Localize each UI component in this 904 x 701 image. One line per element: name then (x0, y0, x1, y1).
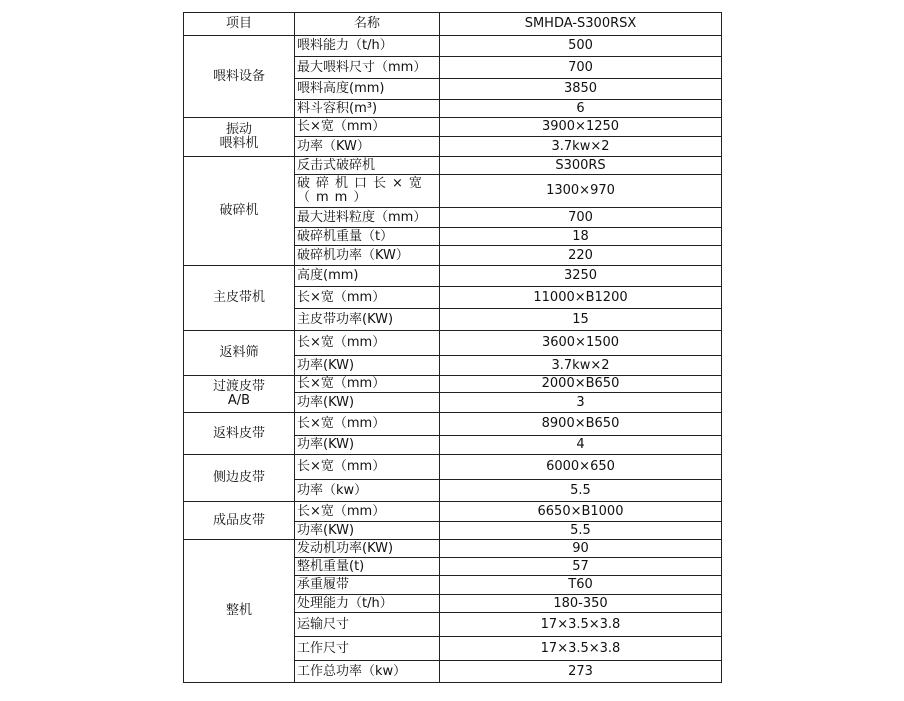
table-row (184, 455, 722, 480)
spec-value-cell: 1300×970 (440, 175, 722, 208)
table-row (184, 266, 722, 287)
spec-name-cell: 长×宽（mm） (295, 287, 440, 309)
spec-name-cell: 主皮带功率(KW) (295, 309, 440, 331)
spec-value-cell: 4 (440, 436, 722, 455)
spec-value-cell: 18 (440, 228, 722, 246)
spec-name-cell: 长×宽（mm） (295, 413, 440, 436)
spec-name-cell: 长×宽（mm） (295, 331, 440, 356)
spec-value-cell: 700 (440, 57, 722, 79)
spec-value-cell: 6000×650 (440, 455, 722, 480)
header-model: SMHDA-S300RSX (440, 13, 722, 36)
spec-name-cell: 功率(KW) (295, 436, 440, 455)
table-row (184, 413, 722, 436)
spec-value-cell: 3.7kw×2 (440, 356, 722, 376)
spec-name-cell: 功率（KW） (295, 137, 440, 157)
spec-name-cell: 工作总功率（kw） (295, 661, 440, 683)
spec-body (184, 36, 722, 683)
spec-value-cell: 3850 (440, 79, 722, 100)
spec-value-cell: 180-350 (440, 595, 722, 613)
spec-name-cell: 破碎机功率（KW） (295, 246, 440, 266)
table-row (184, 157, 722, 175)
table-row (184, 36, 722, 57)
table-row (184, 331, 722, 356)
spec-value-cell: 6 (440, 100, 722, 118)
spec-name-cell: 喂料能力（t/h） (295, 36, 440, 57)
category-cell: 返料筛 (184, 331, 295, 376)
spec-value-cell: 273 (440, 661, 722, 683)
category-cell: 破碎机 (184, 157, 295, 266)
spec-value-cell: 15 (440, 309, 722, 331)
spec-name-cell: 功率(KW) (295, 356, 440, 376)
spec-value-cell: 220 (440, 246, 722, 266)
spec-value-cell: 3900×1250 (440, 118, 722, 137)
spec-name-cell: 长×宽（mm） (295, 376, 440, 393)
header-name: 名称 (295, 13, 440, 36)
category-cell: 过渡皮带 A/B (184, 376, 295, 413)
spec-value-cell: 3250 (440, 266, 722, 287)
spec-value-cell: 3 (440, 393, 722, 413)
spec-value-cell: T60 (440, 576, 722, 595)
table-row (184, 502, 722, 522)
table-row (184, 376, 722, 393)
spec-value-cell: 3.7kw×2 (440, 137, 722, 157)
category-cell: 主皮带机 (184, 266, 295, 331)
spec-value-cell: 5.5 (440, 480, 722, 502)
spec-name-cell: 发动机功率(KW) (295, 540, 440, 558)
spec-name-cell: 破碎机口长×宽（mm） (295, 175, 440, 208)
spec-name-cell: 工作尺寸 (295, 637, 440, 661)
spec-name-cell: 最大进料粒度（mm） (295, 208, 440, 228)
spec-value-cell: 8900×B650 (440, 413, 722, 436)
spec-value-cell: 90 (440, 540, 722, 558)
spec-name-cell: 料斗容积(m³) (295, 100, 440, 118)
spec-value-cell: 11000×B1200 (440, 287, 722, 309)
spec-value-cell: 57 (440, 558, 722, 576)
spec-value-cell: 500 (440, 36, 722, 57)
spec-value-cell: 700 (440, 208, 722, 228)
spec-name-cell: 长×宽（mm） (295, 502, 440, 522)
spec-name-cell: 最大喂料尺寸（mm） (295, 57, 440, 79)
spec-value-cell: 5.5 (440, 522, 722, 540)
spec-value-cell: S300RS (440, 157, 722, 175)
spec-value-cell: 6650×B1000 (440, 502, 722, 522)
spec-name-cell: 高度(mm) (295, 266, 440, 287)
spec-value-cell: 17×3.5×3.8 (440, 637, 722, 661)
spec-name-cell: 处理能力（t/h） (295, 595, 440, 613)
spec-value-cell: 17×3.5×3.8 (440, 613, 722, 637)
spec-name-cell: 长×宽（mm） (295, 455, 440, 480)
category-cell: 喂料设备 (184, 36, 295, 118)
spec-name-cell: 长×宽（mm） (295, 118, 440, 137)
spec-name-cell: 功率(KW) (295, 522, 440, 540)
spec-name-cell: 整机重量(t) (295, 558, 440, 576)
category-cell: 侧边皮带 (184, 455, 295, 502)
spec-name-cell: 功率(KW) (295, 393, 440, 413)
spec-name-cell: 破碎机重量（t） (295, 228, 440, 246)
spec-name-cell: 喂料高度(mm) (295, 79, 440, 100)
spec-name-cell: 承重履带 (295, 576, 440, 595)
spec-name-cell: 功率（kw） (295, 480, 440, 502)
spec-value-cell: 3600×1500 (440, 331, 722, 356)
table-row (184, 118, 722, 137)
category-cell: 整机 (184, 540, 295, 683)
table-row (184, 540, 722, 558)
spec-value-cell: 2000×B650 (440, 376, 722, 393)
header-row (184, 13, 722, 36)
category-cell: 振动 喂料机 (184, 118, 295, 157)
header-item: 项目 (184, 13, 295, 36)
spec-table (183, 12, 722, 683)
spec-name-cell: 运输尺寸 (295, 613, 440, 637)
category-cell: 返料皮带 (184, 413, 295, 455)
spec-name-cell: 反击式破碎机 (295, 157, 440, 175)
category-cell: 成品皮带 (184, 502, 295, 540)
